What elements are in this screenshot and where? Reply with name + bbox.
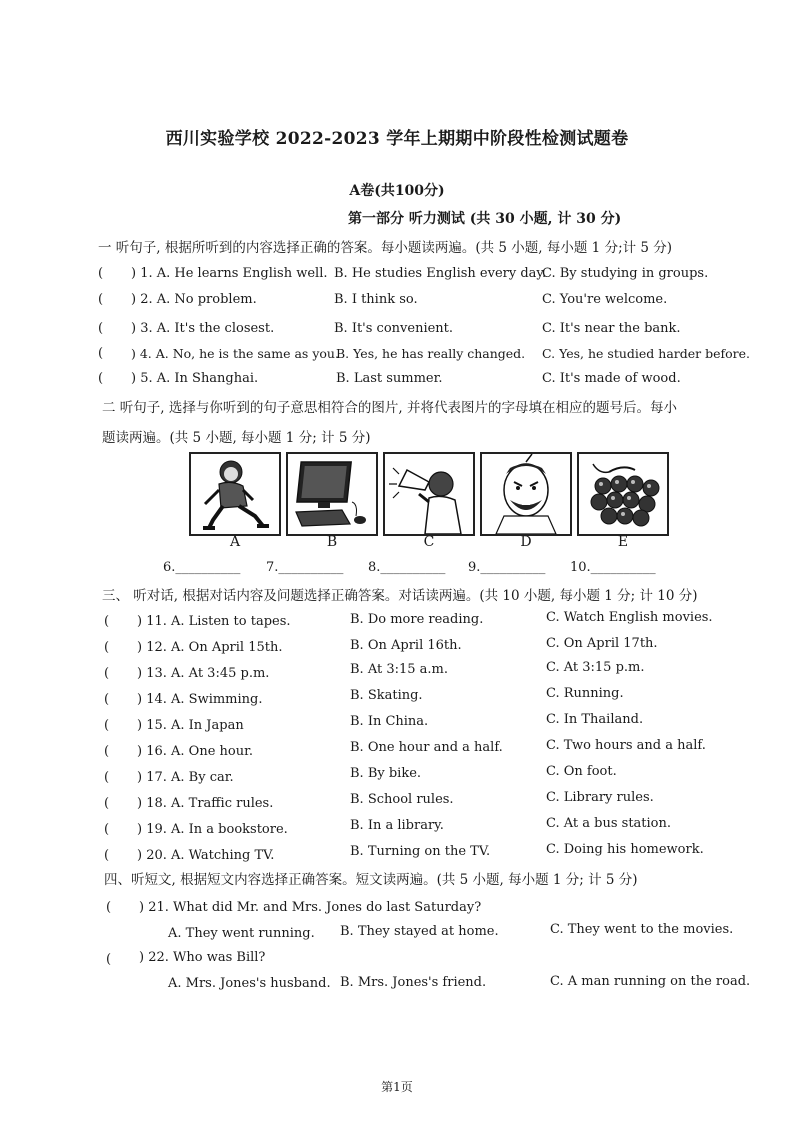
question-11-stem: ) 11. A. Listen to tapes.: [137, 614, 291, 629]
answer-paren[interactable]: (: [106, 952, 112, 967]
question-20-option-c: C. Doing his homework.: [546, 842, 704, 857]
question-21-stem: ) 21. What did Mr. and Mrs. Jones do last Saturday?: [139, 900, 482, 915]
picture-d: [480, 452, 572, 536]
question-19-stem: ) 19. A. In a bookstore.: [137, 822, 288, 837]
question-14-stem: ) 14. A. Swimming.: [137, 692, 263, 707]
answer-paren[interactable]: (: [104, 692, 110, 707]
volume-heading: A卷(共100分): [349, 183, 445, 199]
picture-label-c: C: [423, 534, 435, 550]
exam-title: 西川实验学校 2022-2023 学年上期期中阶段性检测试题卷: [165, 129, 629, 149]
question-15-stem: ) 15. A. In Japan: [137, 718, 244, 733]
section2-instruction-line2: 题读两遍。(共 5 小题, 每小题 1 分; 计 5 分): [102, 430, 371, 446]
part-heading: 第一部分 听力测试 (共 30 小题, 计 30 分): [348, 211, 622, 227]
question-1-stem: ) 1. A. He learns English well.: [131, 266, 328, 281]
answer-paren[interactable]: (: [104, 848, 110, 863]
angry-man-icon: [482, 454, 570, 534]
question-19-option-b: B. In a library.: [350, 818, 444, 833]
answer-paren[interactable]: (: [104, 640, 110, 655]
question-16-option-b: B. One hour and a half.: [350, 740, 503, 755]
question-3-stem: ) 3. A. It's the closest.: [131, 321, 275, 336]
question-18-stem: ) 18. A. Traffic rules.: [137, 796, 274, 811]
question-16-option-c: C. Two hours and a half.: [546, 738, 706, 753]
question-2-option-c: C. You're welcome.: [542, 292, 668, 307]
person-drinking-icon: [385, 454, 473, 534]
picture-b: [286, 452, 378, 536]
section1-instruction: 一 听句子, 根据所听到的内容选择正确的答案。每小题读两遍。(共 5 小题, 每小题 1 分;计 5 分): [98, 240, 673, 256]
answer-blank-8[interactable]: 8.__________: [368, 560, 446, 575]
question-17-option-c: C. On foot.: [546, 764, 617, 779]
question-1-option-c: C. By studying in groups.: [542, 266, 709, 281]
answer-blank-6[interactable]: 6.__________: [163, 560, 241, 575]
picture-a: [189, 452, 281, 536]
answer-paren[interactable]: (: [104, 744, 110, 759]
answer-blank-7[interactable]: 7.__________: [266, 560, 344, 575]
answer-paren[interactable]: (: [104, 770, 110, 785]
question-11-option-b: B. Do more reading.: [350, 612, 484, 627]
answer-paren[interactable]: (: [98, 321, 104, 336]
answer-paren[interactable]: (: [104, 796, 110, 811]
picture-label-d: D: [520, 534, 532, 550]
question-19-option-c: C. At a bus station.: [546, 816, 672, 831]
answer-paren[interactable]: (: [104, 822, 110, 837]
grapes-icon: [579, 454, 667, 534]
page-number: 第1页: [381, 1080, 413, 1094]
question-15-option-b: B. In China.: [350, 714, 429, 729]
question-20-stem: ) 20. A. Watching TV.: [137, 848, 275, 863]
question-14-option-b: B. Skating.: [350, 688, 423, 703]
question-15-option-c: C. In Thailand.: [546, 712, 644, 727]
question-14-option-c: C. Running.: [546, 686, 624, 701]
question-5-option-b: B. Last summer.: [336, 371, 443, 386]
question-2-option-b: B. I think so.: [334, 292, 418, 307]
answer-paren[interactable]: (: [98, 346, 104, 361]
question-13-stem: ) 13. A. At 3:45 p.m.: [137, 666, 270, 681]
question-13-option-b: B. At 3:15 a.m.: [350, 662, 449, 677]
picture-label-a: A: [229, 534, 241, 550]
question-12-stem: ) 12. A. On April 15th.: [137, 640, 283, 655]
question-22-option-c: C. A man running on the road.: [550, 974, 751, 989]
picture-label-b: B: [326, 534, 338, 550]
question-20-option-b: B. Turning on the TV.: [350, 844, 491, 859]
section2-instruction-line1: 二 听句子, 选择与你听到的句子意思相符合的图片, 并将代表图片的字母填在相应的题号后。每小: [102, 400, 677, 416]
question-16-stem: ) 16. A. One hour.: [137, 744, 254, 759]
question-21-option-b: B. They stayed at home.: [340, 924, 499, 939]
question-5-option-c: C. It's made of wood.: [542, 371, 681, 386]
question-21-option-a: A. They went running.: [168, 926, 315, 941]
question-4-option-b: B. Yes, he has really changed.: [336, 346, 526, 361]
question-4-option-c: C. Yes, he studied harder before.: [542, 346, 750, 361]
question-22-stem: ) 22. Who was Bill?: [139, 950, 266, 965]
question-22-option-b: B. Mrs. Jones's friend.: [340, 975, 487, 990]
question-18-option-c: C. Library rules.: [546, 790, 654, 805]
question-17-option-b: B. By bike.: [350, 766, 422, 781]
answer-paren[interactable]: (: [106, 900, 112, 915]
question-3-option-b: B. It's convenient.: [334, 321, 454, 336]
answer-paren[interactable]: (: [104, 614, 110, 629]
question-22-option-a: A. Mrs. Jones's husband.: [168, 976, 331, 991]
sitting-person-icon: [191, 454, 279, 534]
answer-paren[interactable]: (: [98, 266, 104, 281]
question-1-option-b: B. He studies English every day.: [334, 266, 547, 281]
question-18-option-b: B. School rules.: [350, 792, 454, 807]
section3-instruction: 三、 听对话, 根据对话内容及问题选择正确答案。对话读两遍。(共 10 小题, 每小题 1 分; 计 10 分): [102, 588, 698, 604]
question-17-stem: ) 17. A. By car.: [137, 770, 234, 785]
picture-label-e: E: [617, 534, 629, 550]
answer-paren[interactable]: (: [104, 718, 110, 733]
answer-blank-9[interactable]: 9.__________: [468, 560, 546, 575]
question-11-option-c: C. Watch English movies.: [546, 610, 713, 625]
answer-paren[interactable]: (: [98, 371, 104, 386]
question-5-stem: ) 5. A. In Shanghai.: [131, 371, 259, 386]
answer-blank-10[interactable]: 10.__________: [570, 560, 656, 575]
question-12-option-c: C. On April 17th.: [546, 636, 658, 651]
picture-c: [383, 452, 475, 536]
question-3-option-c: C. It's near the bank.: [542, 321, 681, 336]
question-4-stem: ) 4. A. No, he is the same as you.: [131, 346, 339, 361]
section4-instruction: 四、听短文, 根据短文内容选择正确答案。短文读两遍。(共 5 小题, 每小题 1 分; 计 5 分): [104, 872, 638, 888]
picture-e: [577, 452, 669, 536]
question-13-option-c: C. At 3:15 p.m.: [546, 660, 645, 675]
answer-paren[interactable]: (: [104, 666, 110, 681]
question-2-stem: ) 2. A. No problem.: [131, 292, 257, 307]
question-12-option-b: B. On April 16th.: [350, 638, 462, 653]
answer-paren[interactable]: (: [98, 292, 104, 307]
computer-icon: [288, 454, 376, 534]
question-21-option-c: C. They went to the movies.: [550, 922, 734, 937]
